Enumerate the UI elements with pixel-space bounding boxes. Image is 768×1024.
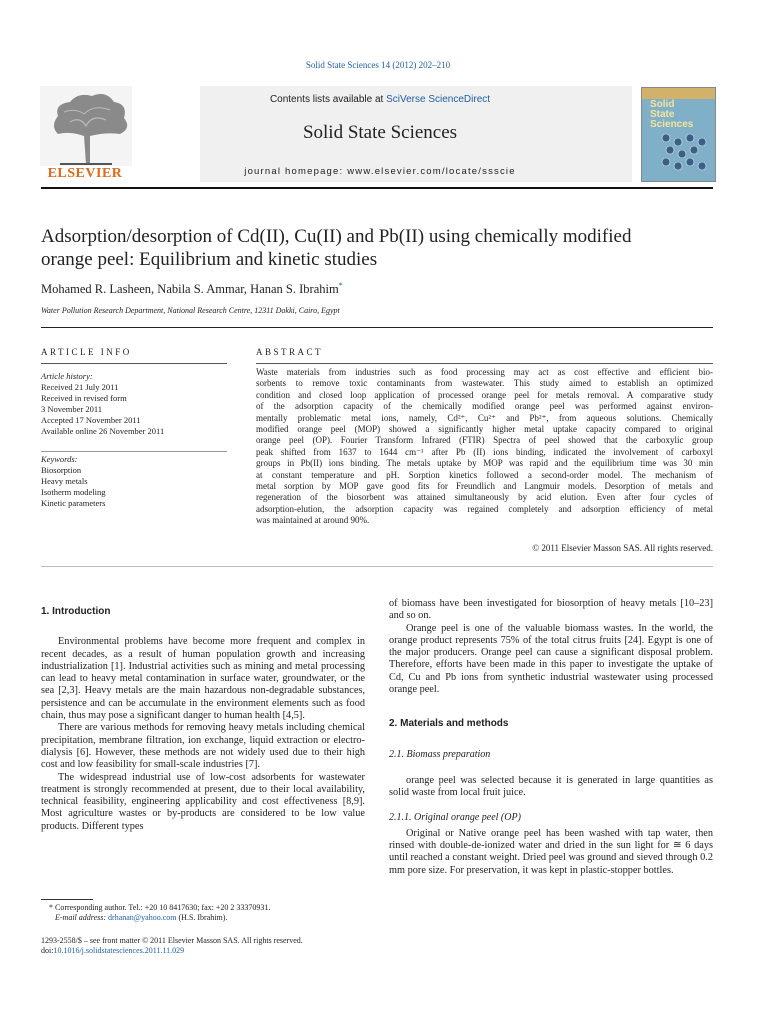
abstract-line: was maintained at around 90%. bbox=[256, 515, 370, 526]
title-rule bbox=[41, 327, 713, 328]
article-title-line: Adsorption/desorption of Cd(II), Cu(II) and Pb(II) using chemically modified bbox=[41, 226, 632, 247]
abstract-line: mentally problematic metal ions, namely, Cd²⁺, Cu²⁺ and Pb²⁺, from aqueous solutions. Chemically bbox=[256, 412, 713, 423]
email-suffix: (H.S. Ibrahim). bbox=[176, 913, 228, 922]
abstract-line: of the adsorption capacity of the chemically modified orange peel was performed against environ- bbox=[256, 401, 713, 412]
keyword-item: Biosorption bbox=[41, 465, 82, 475]
article-title bbox=[41, 225, 721, 271]
body-paragraph: Original or Native orange peel has been washed with tap water, then rinsed with double-de-ionized water and dried in the sun light for ≅ 6 days until reached a constant weight. Dried peel was ground and sieved through 0.2 mm pore size. For preservation, it was kept in plastic-stopper bottles. bbox=[389, 827, 713, 876]
abstract-line: sorbents to remove toxic contaminants from wastewater. This study aimed to establish an optimized bbox=[256, 378, 713, 389]
article-info-rule bbox=[41, 363, 227, 364]
front-matter-text: 1293-2558/$ – see front matter © 2011 Elsevier Masson SAS. All rights reserved. bbox=[41, 936, 303, 945]
doi-label: doi: bbox=[41, 946, 54, 955]
cover-title-line: State bbox=[650, 109, 675, 120]
corresponding-author-note: * Corresponding author. Tel.: +20 10 8417630; fax: +20 2 33370931. bbox=[49, 903, 271, 912]
author-list bbox=[41, 281, 343, 297]
keyword-item: Isotherm modeling bbox=[41, 487, 106, 497]
op-heading: 2.1.1. Original orange peel (OP) bbox=[389, 811, 521, 823]
corresponding-author-mark[interactable]: * bbox=[338, 281, 343, 290]
abstract-heading: ABSTRACT bbox=[256, 347, 324, 357]
masthead-rule bbox=[41, 187, 713, 189]
abstract-line: condition and closed loop application of processed orange peel for metals removal. A comparative study bbox=[256, 389, 713, 400]
article-info-heading: ARTICLE INFO bbox=[41, 347, 132, 357]
biomass-heading: 2.1. Biomass preparation bbox=[389, 748, 491, 760]
methods-heading: 2. Materials and methods bbox=[389, 718, 509, 730]
history-item: Accepted 17 November 2011 bbox=[41, 415, 141, 425]
journal-citation[interactable]: Solid State Sciences 14 (2012) 202–210 bbox=[305, 60, 451, 70]
keyword-item: Heavy metals bbox=[41, 476, 88, 486]
footnote bbox=[41, 903, 365, 923]
contents-prefix: Contents lists available at bbox=[269, 94, 387, 105]
history-label: Article history: bbox=[41, 371, 93, 381]
contents-line bbox=[200, 94, 560, 105]
intro-heading: 1. Introduction bbox=[41, 606, 111, 617]
keywords-block bbox=[41, 454, 227, 509]
authors-text: Mohamed R. Lasheen, Nabila S. Ammar, Hanan S. Ibrahim bbox=[41, 282, 339, 297]
abstract-line: modified orange peel (MOP) showed a significantly higher metal uptake capacity compared to original bbox=[256, 424, 713, 435]
abstract-line: peak shifted from 1637 to 1644 cm⁻¹ after Pb (II) ions binding, indicated the involvement of carboxyl bbox=[256, 446, 713, 457]
history-item: Received 21 July 2011 bbox=[41, 382, 119, 392]
cover-title-line: Solid bbox=[650, 99, 675, 110]
abstract-text bbox=[256, 367, 713, 527]
abstract-line: groups in Pb(II) ions binding. The metals uptake by MOP was rapid and the equilibrium time was 30 min bbox=[256, 458, 713, 469]
body-paragraph: There are various methods for removing heavy metals including chemical precipitation, membrane filtration, ion exchange, liquid extraction or electro-dialysis [6]. However, these methods are not widely used due to their high cost and low feasibility for small-scale industries [7]. bbox=[41, 722, 365, 771]
email-label: E-mail address: bbox=[55, 913, 109, 922]
abstract-line: adsorption-elution, the adsorption capacity was regained completely and adsorption efficiency of metal bbox=[256, 503, 713, 514]
keyword-item: Kinetic parameters bbox=[41, 498, 106, 508]
article-history bbox=[41, 371, 227, 437]
body-paragraph: Environmental problems have become more frequent and complex in recent decades, as a result of human population growth and increasing industrialization [1]. Industrial activities such as mining and metal processing can lead to heavy metal contamination in surface water, groundwater, or the sea [2,3]. Heavy metals are the main hazardous non-degradable substances, persistence and can be accumulate in the environment elements such as food chain, thus may pose a significant danger to human health [4,5]. bbox=[41, 636, 365, 722]
body-paragraph: The widespread industrial use of low-cost adsorbents for wastewater treatment is strongly recommended at present, due to their local availability, technical feasibility, engineering applicability and cost effectiveness [8,9]. Most agriculture wastes or by-products are considered to be low value products. Different types bbox=[41, 771, 365, 832]
cover-title-line: Sciences bbox=[650, 119, 694, 130]
abstract-line: regeneration of the biosorbent was attained simultaneously by acid elution. Even after four cycles of bbox=[256, 492, 713, 503]
body-paragraph: Orange peel is one of the valuable biomass wastes. In the world, the orange product represents 75% of the total citrus fruits [24]. Egypt is one of the major producers. Orange peel can cause a significant disposal problem. Therefore, efforts have been made in this paper to investigate the uptake of Cd, Cu and Pb ions from synthetic industrial wastewater using processed orange peel. bbox=[389, 622, 713, 696]
front-matter bbox=[41, 936, 381, 956]
keywords-rule bbox=[41, 451, 227, 452]
abstract-line: metal sorption by MOP gave good fits for Freundlich and Langmuir models. Desorption of metals and bbox=[256, 481, 713, 492]
cover-top-band bbox=[642, 88, 715, 99]
email-link[interactable]: drhanan@yahoo.com bbox=[108, 913, 177, 922]
abstract-line: Waste materials from industries such as food processing may act as cost effective and efficient bio- bbox=[256, 367, 713, 377]
body-column-right bbox=[389, 598, 713, 877]
journal-name: Solid State Sciences bbox=[302, 122, 458, 143]
history-item: Available online 26 November 2011 bbox=[41, 426, 165, 436]
affiliation: Water Pollution Research Department, National Research Centre, 12311 Dokki, Cairo, Egypt bbox=[41, 306, 340, 315]
body-paragraph: of biomass have been investigated for biosorption of heavy metals [10–23] and so on. bbox=[389, 598, 713, 622]
body-column-left bbox=[41, 598, 365, 833]
body-paragraph: orange peel was selected because it is generated in large quantities as solid waste from local fruit juice. bbox=[389, 774, 713, 799]
abstract-rule bbox=[256, 363, 713, 364]
keywords-label: Keywords: bbox=[41, 454, 78, 464]
journal-homepage[interactable]: journal homepage: www.elsevier.com/locate/ssscie bbox=[244, 166, 516, 177]
sciencedirect-link[interactable]: SciVerse ScienceDirect bbox=[386, 94, 491, 105]
history-item: 3 November 2011 bbox=[41, 404, 103, 414]
abstract-line: orange peel (OP). Fourier Transform Infrared (FTIR) Spectra of peel showed that the carboxylic group bbox=[256, 435, 713, 446]
history-item: Received in revised form bbox=[41, 393, 127, 403]
abstract-line: at constant temperature and pH. Sorption kinetics followed a second-order model. The mechanism of bbox=[256, 469, 713, 480]
cover-title bbox=[650, 100, 693, 130]
article-title-line: orange peel: Equilibrium and kinetic studies bbox=[41, 249, 378, 270]
elsevier-wordmark: ELSEVIER bbox=[47, 166, 123, 181]
cover-crystal-graphic bbox=[660, 132, 710, 176]
copyright-notice: © 2011 Elsevier Masson SAS. All rights reserved. bbox=[532, 543, 713, 553]
abstract-bottom-rule bbox=[41, 566, 713, 567]
doi-link[interactable]: 10.1016/j.solidstatesciences.2011.11.029 bbox=[53, 946, 185, 955]
footnote-rule bbox=[41, 899, 93, 900]
journal-cover-image bbox=[641, 87, 716, 182]
